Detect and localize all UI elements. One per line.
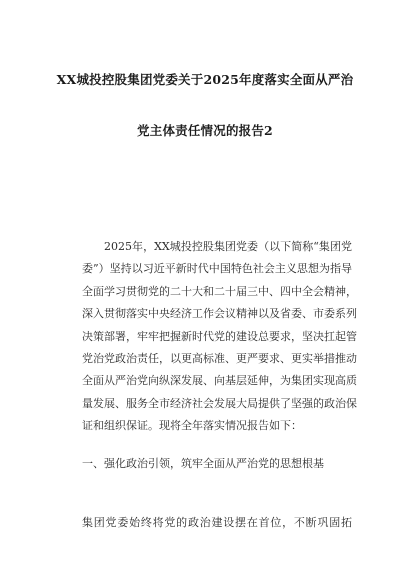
section-heading-1: 一、强化政治引领，筑牢全面从严治党的思想根基: [82, 457, 324, 470]
document-title-line-2: 党主体责任情况的报告2: [137, 123, 273, 138]
paragraph-line: 证和组织保证。现将全年落实情况报告如下：: [82, 419, 302, 433]
paragraph-line: 委”）坚持以习近平新时代中国特色社会主义思想为指导: [82, 262, 352, 276]
paragraph-line: 全面学习贯彻党的二十大和二十届三中、四中全会精神，: [82, 284, 357, 298]
document-title-line-1: XX城投控股集团党委关于2025年度落实全面从严治: [56, 72, 354, 87]
paragraph-intro: [82, 236, 357, 438]
paragraph-line: 2025年，XX城投控股集团党委（以下简称“集团党: [104, 240, 352, 253]
paragraph-line: 党治党政治责任，以更高标准、更严要求、更实举措推动: [82, 351, 357, 365]
paragraph-section-1-start: 集团党委始终将党的政治建设摆在首位，不断巩固拓: [82, 516, 352, 529]
paragraph-line: 全面从严治党向纵深发展、向基层延伸，为集团实现高质: [82, 374, 357, 388]
paragraph-line: 量发展、服务全市经济社会发展大局提供了坚强的政治保: [82, 396, 357, 410]
paragraph-line: 决策部署，牢牢把握新时代党的建设总要求，坚决扛起管: [82, 329, 357, 343]
paragraph-line: 深入贯彻落实中央经济工作会议精神以及省委、市委系列: [82, 307, 357, 321]
